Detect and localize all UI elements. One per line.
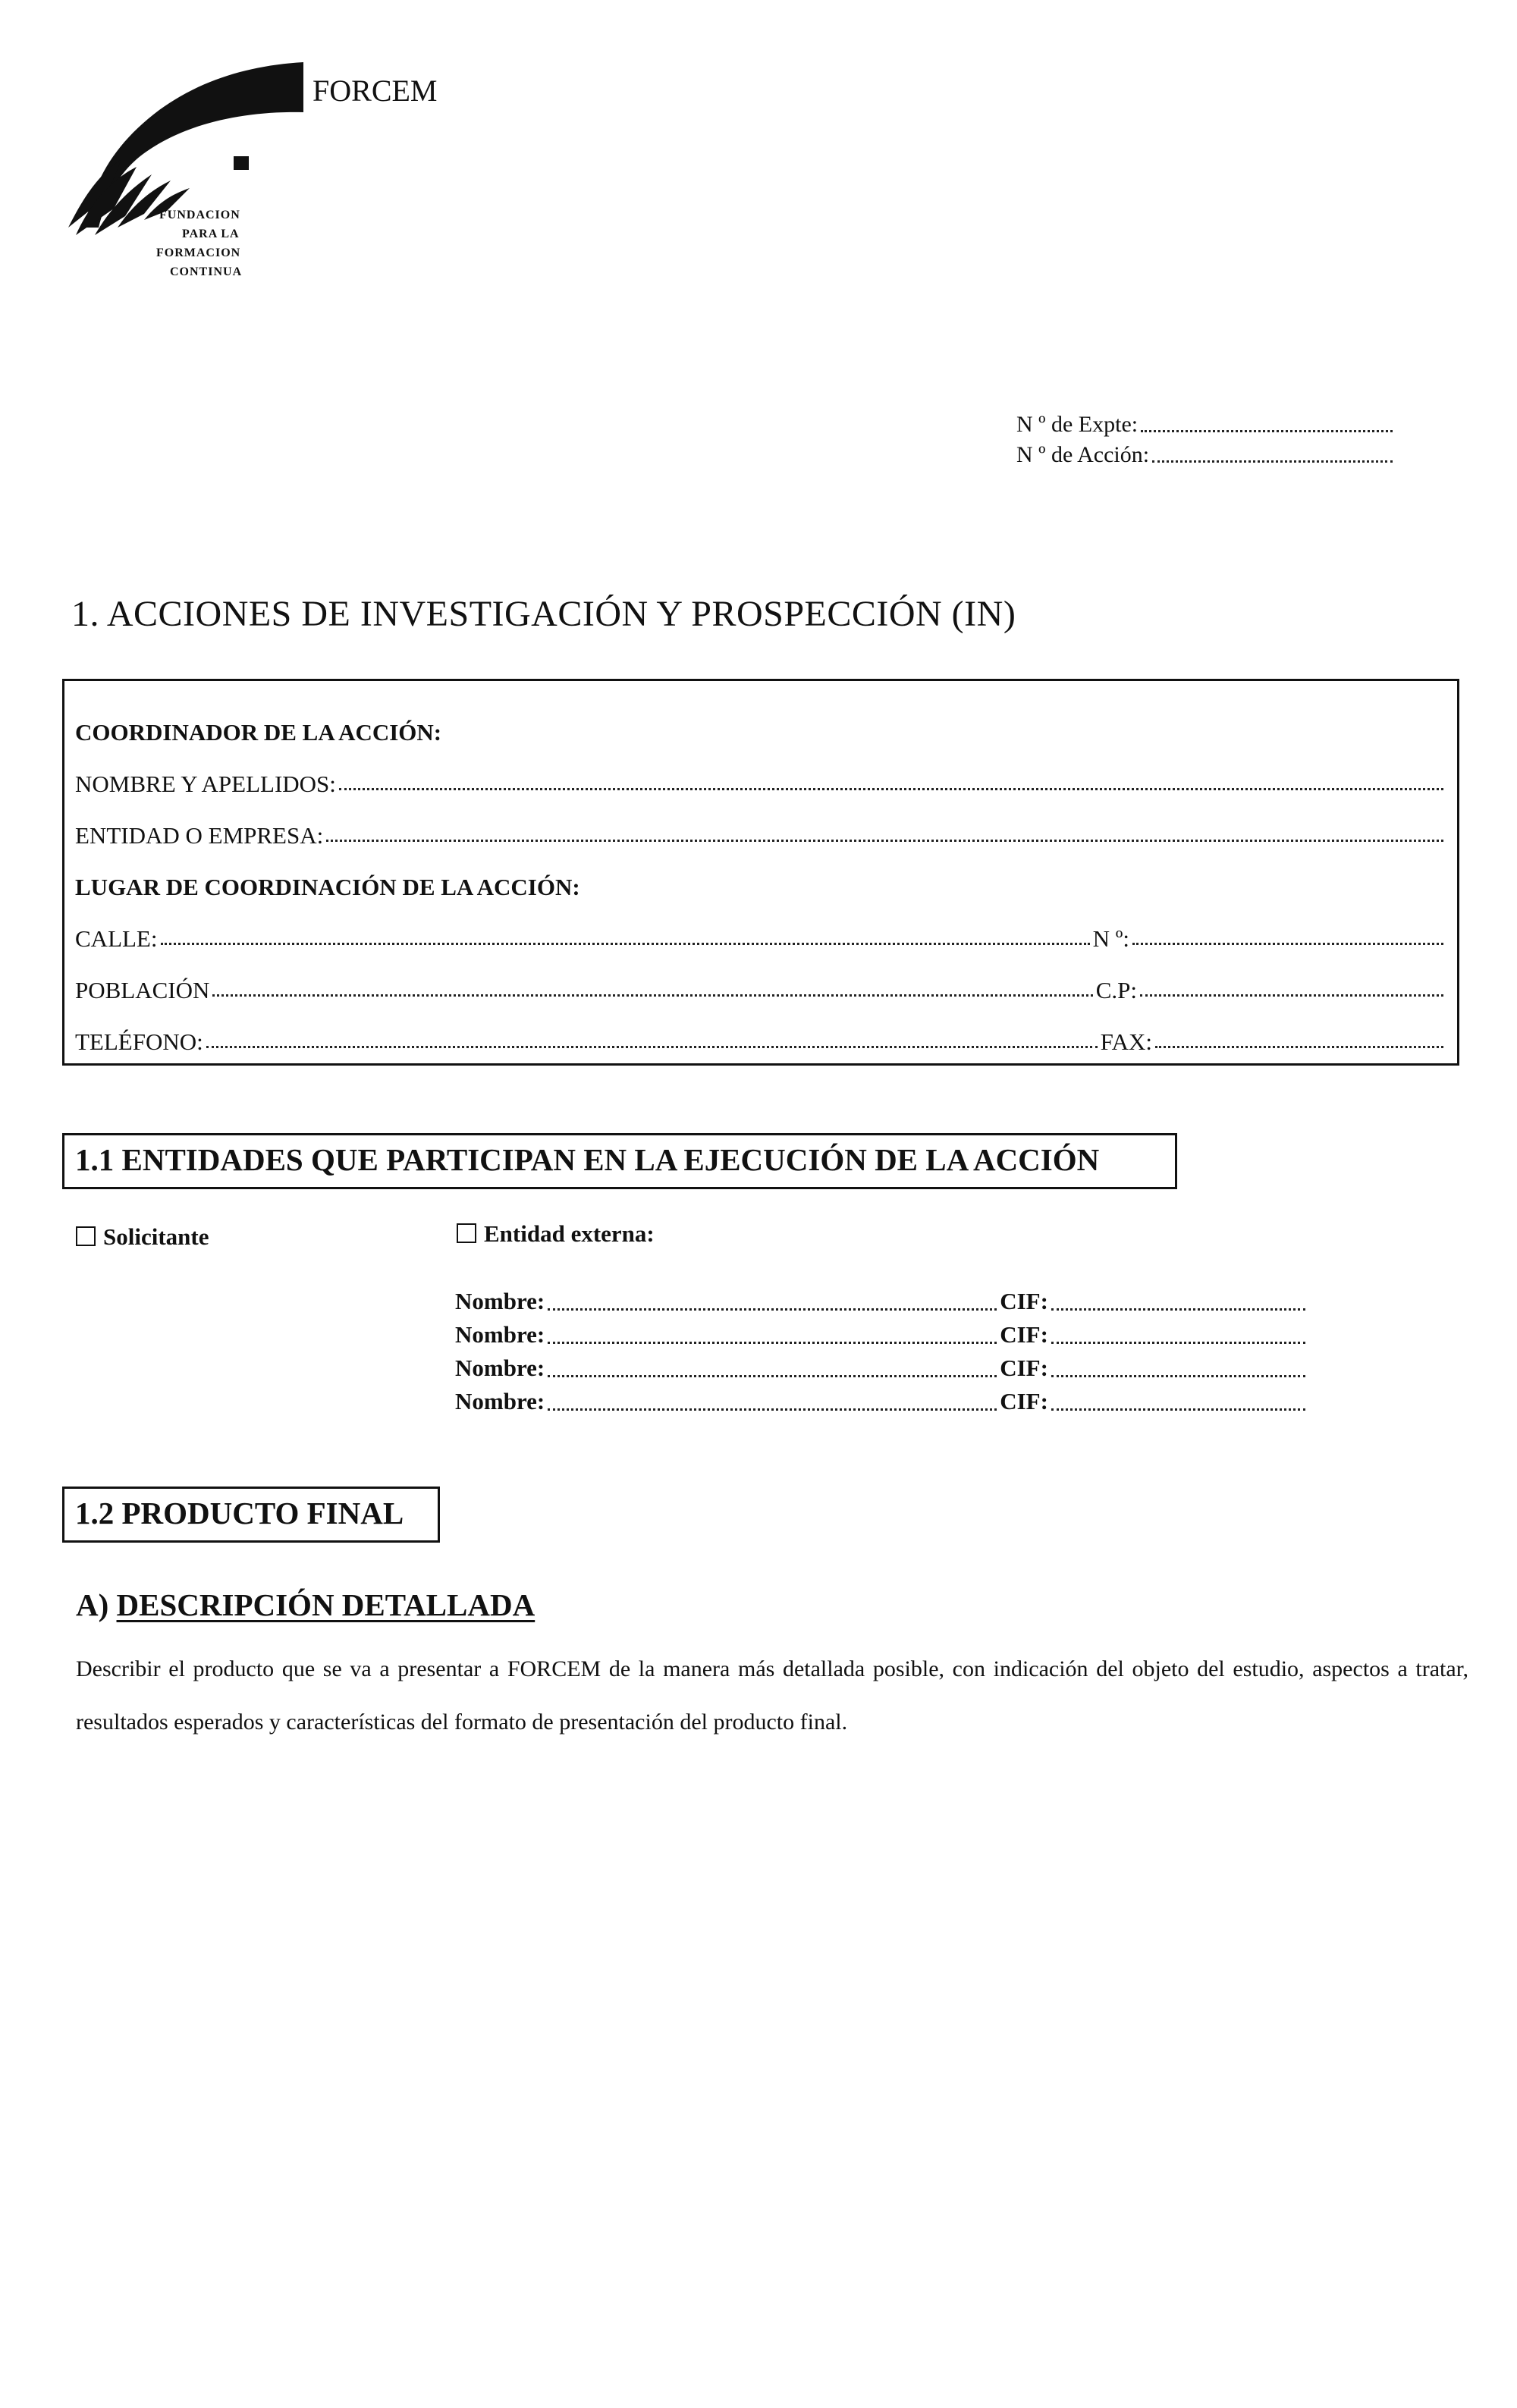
fax-field[interactable] — [1155, 1046, 1443, 1048]
entity-row — [455, 1385, 1308, 1418]
nombre-label: NOMBRE Y APELLIDOS: — [75, 771, 336, 797]
entidad-field[interactable] — [326, 840, 1443, 842]
description-heading — [76, 1587, 535, 1623]
poblacion-label: POBLACIÓN — [75, 977, 210, 1003]
entity-nombre-label: Nombre: — [455, 1288, 545, 1314]
expediente-block — [1016, 410, 1396, 470]
entity-nombre-label: Nombre: — [455, 1355, 545, 1381]
entity-cif-label: CIF: — [1000, 1321, 1048, 1348]
fax-label: FAX: — [1100, 1028, 1152, 1055]
page-title: 1. ACCIONES DE INVESTIGACIÓN Y PROSPECCIÓN (IN) — [71, 594, 1016, 634]
numero-label: N º: — [1092, 925, 1129, 952]
entities-list — [455, 1285, 1308, 1418]
entidad-label: ENTIDAD O EMPRESA: — [75, 822, 324, 849]
entity-nombre-field[interactable] — [548, 1342, 997, 1344]
section-12-heading: 1.2 PRODUCTO FINAL — [62, 1487, 440, 1543]
entidad-externa-label: Entidad externa: — [484, 1220, 655, 1247]
solicitante-label: Solicitante — [103, 1223, 209, 1250]
telefono-field[interactable] — [206, 1046, 1098, 1048]
entity-nombre-field[interactable] — [548, 1308, 997, 1311]
entidad-externa-option[interactable] — [457, 1220, 655, 1248]
solicitante-checkbox[interactable] — [76, 1226, 96, 1246]
telefono-line — [75, 1004, 1446, 1056]
entity-cif-field[interactable] — [1051, 1375, 1305, 1377]
solicitante-option[interactable] — [76, 1223, 209, 1251]
logo-brand-text: FORCEM — [313, 74, 438, 108]
entity-nombre-field[interactable] — [548, 1375, 997, 1377]
entity-row — [455, 1318, 1308, 1352]
entity-nombre-field[interactable] — [548, 1408, 997, 1411]
logo-line-2: PARA LA — [182, 228, 240, 240]
expte-label: N º de Expte: — [1016, 412, 1139, 437]
accion-line — [1016, 440, 1396, 470]
accion-label: N º de Acción: — [1016, 442, 1150, 467]
entity-cif-field[interactable] — [1051, 1408, 1305, 1411]
expte-field[interactable] — [1141, 430, 1393, 432]
entidad-externa-checkbox[interactable] — [457, 1223, 476, 1243]
description-heading-text: DESCRIPCIÓN DETALLADA — [116, 1587, 536, 1622]
calle-line — [75, 901, 1446, 953]
entity-cif-label: CIF: — [1000, 1288, 1048, 1314]
entity-nombre-label: Nombre: — [455, 1321, 545, 1348]
coordinator-box — [62, 679, 1459, 1066]
entity-nombre-label: Nombre: — [455, 1388, 545, 1414]
poblacion-field[interactable] — [212, 994, 1092, 997]
entity-cif-label: CIF: — [1000, 1355, 1048, 1381]
numero-field[interactable] — [1132, 943, 1443, 945]
entity-cif-field[interactable] — [1051, 1342, 1305, 1344]
poblacion-line — [75, 953, 1446, 1004]
coordinator-heading-text: COORDINADOR DE LA ACCIÓN: — [75, 719, 442, 746]
coordinator-heading — [75, 695, 1446, 746]
expte-line — [1016, 410, 1396, 440]
description-prefix: A) — [76, 1587, 117, 1622]
logo-line-4: CONTINUA — [170, 265, 243, 278]
accion-field[interactable] — [1152, 460, 1393, 463]
description-text: Describir el producto que se va a presentar a FORCEM de la manera más detallada posible, con indicación del objeto del estudio, aspectos a tratar, resultados esperados y características del formato de presentación del producto final. — [76, 1656, 1468, 1735]
lugar-heading — [75, 849, 1446, 901]
lugar-heading-text: LUGAR DE COORDINACIÓN DE LA ACCIÓN: — [75, 874, 580, 900]
cp-label: C.P: — [1095, 977, 1137, 1003]
entity-cif-label: CIF: — [1000, 1388, 1048, 1414]
entity-row — [455, 1285, 1308, 1318]
logo-line-3: FORMACION — [156, 246, 241, 259]
nombre-line — [75, 746, 1446, 798]
cp-field[interactable] — [1140, 994, 1443, 997]
entity-row — [455, 1352, 1308, 1385]
logo-line-1: FUNDACION — [159, 209, 240, 221]
telefono-label: TELÉFONO: — [75, 1028, 203, 1055]
nombre-field[interactable] — [339, 788, 1443, 790]
entidad-line — [75, 798, 1446, 849]
calle-label: CALLE: — [75, 925, 158, 952]
entity-cif-field[interactable] — [1051, 1308, 1305, 1311]
section-11-heading: 1.1 ENTIDADES QUE PARTICIPAN EN LA EJECUCIÓN DE LA ACCIÓN — [62, 1133, 1177, 1189]
calle-field[interactable] — [161, 943, 1090, 945]
